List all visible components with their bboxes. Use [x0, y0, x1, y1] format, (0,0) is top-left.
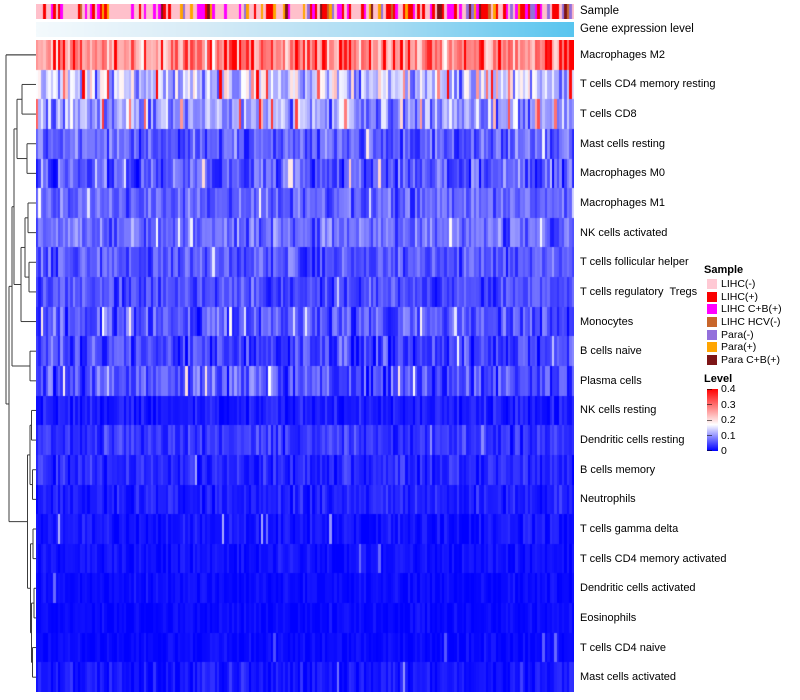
legend-sample-title: Sample: [704, 264, 744, 276]
row-dendrogram: [1, 40, 36, 692]
heatmap-canvas: [36, 40, 574, 692]
row-label: T cells CD8: [580, 108, 637, 121]
level-tick-mark: [707, 389, 712, 390]
level-tick-label: 0.2: [721, 414, 736, 427]
row-label: T cells CD4 memory resting: [580, 78, 716, 91]
legend-color-swatch: [707, 279, 717, 289]
legend-sample-entry: [704, 328, 799, 341]
annotation-label-sample: Sample: [580, 5, 619, 17]
row-label: Macrophages M2: [580, 48, 665, 61]
legend-entry-label: Para C+B(+): [721, 353, 780, 366]
row-label: B cells memory: [580, 463, 656, 476]
row-label: Neutrophils: [580, 493, 636, 506]
level-tick-mark: [707, 404, 712, 405]
row-label: T cells follicular helper: [580, 256, 689, 269]
level-tick-mark: [707, 435, 712, 436]
annotation-label-gene-expression: Gene expression level: [580, 23, 694, 35]
legend-sample-entry: [704, 354, 799, 367]
legend-color-swatch: [707, 317, 717, 327]
row-label: Monocytes: [580, 315, 634, 328]
legend-sample-entry: [704, 291, 799, 304]
legend-sample-entry: [704, 316, 799, 329]
level-tick-label: 0.1: [721, 429, 736, 442]
row-label: Dendritic cells resting: [580, 434, 685, 447]
legend-entry-label: LIHC(-): [721, 278, 756, 291]
level-colorbar-wrap: [704, 383, 799, 458]
row-label: T cells CD4 naive: [580, 641, 666, 654]
legend-entry-label: LIHC(+): [721, 290, 759, 303]
level-tick-mark: [707, 420, 712, 421]
level-tick-label: 0.4: [721, 383, 736, 396]
row-label: Eosinophils: [580, 611, 637, 624]
row-label: NK cells activated: [580, 226, 668, 239]
legend-color-swatch: [707, 330, 717, 340]
legend-entry-label: LIHC C+B(+): [721, 303, 782, 316]
legend-color-swatch: [707, 342, 717, 352]
legend-entry-label: LIHC HCV(-): [721, 316, 781, 329]
legend-level-title: Level: [704, 373, 733, 386]
legend: [704, 264, 799, 458]
legend-sample-entry: [704, 303, 799, 316]
row-label: Macrophages M1: [580, 196, 665, 209]
row-label: Macrophages M0: [580, 167, 665, 180]
row-label: T cells regulatory Tregs: [580, 285, 698, 298]
legend-entry-label: Para(+): [721, 341, 757, 354]
legend-color-swatch: [707, 292, 717, 302]
row-label: Dendritic cells activated: [580, 582, 696, 595]
legend-sample-entries: [704, 278, 799, 366]
row-label: Mast cells activated: [580, 671, 676, 684]
level-tick-label: 0.3: [721, 398, 736, 411]
gene-expression-annotation-bar: [36, 22, 574, 37]
level-tick-label: 0: [721, 445, 727, 458]
legend-color-swatch: [707, 355, 717, 365]
legend-sample-entry: [704, 341, 799, 354]
sample-annotation-bar: [36, 4, 574, 19]
legend-entry-label: Para(-): [721, 328, 754, 341]
row-label: Plasma cells: [580, 374, 642, 387]
legend-color-swatch: [707, 304, 717, 314]
row-label: B cells naive: [580, 345, 642, 358]
level-tick-mark: [707, 450, 712, 451]
row-label: T cells CD4 memory activated: [580, 552, 727, 565]
row-label: NK cells resting: [580, 404, 657, 417]
row-label: T cells gamma delta: [580, 522, 679, 535]
row-label: Mast cells resting: [580, 137, 665, 150]
level-colorbar: [707, 389, 718, 451]
legend-sample-entry: [704, 278, 799, 291]
